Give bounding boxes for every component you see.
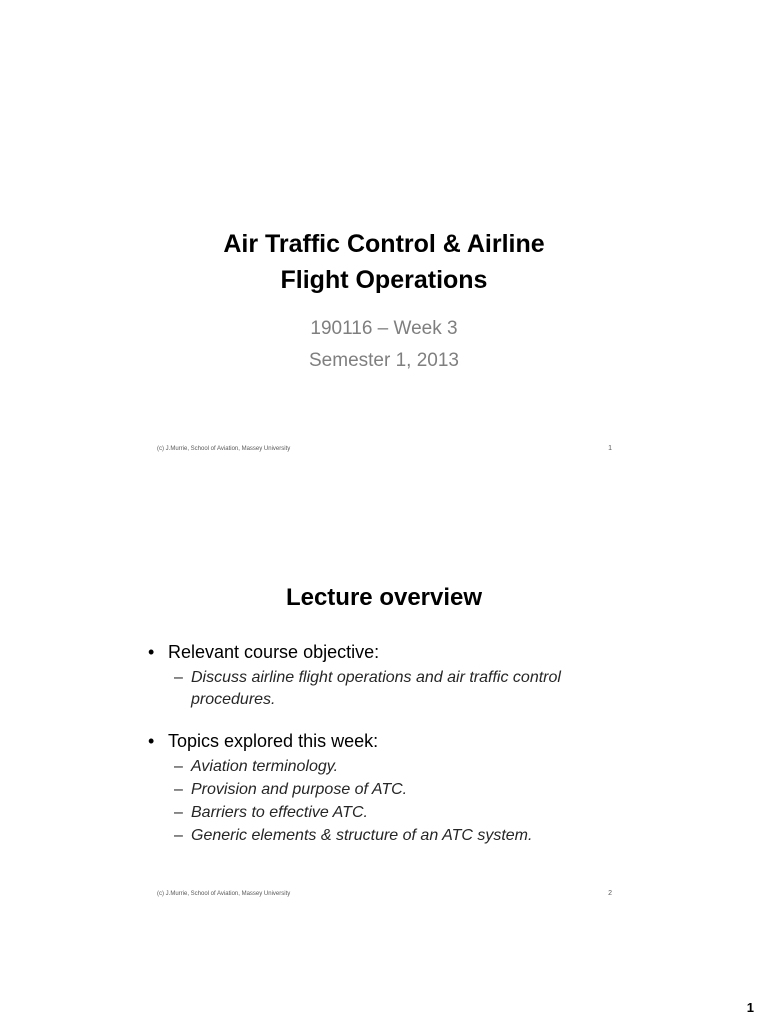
bullet-group [148, 640, 618, 711]
bullet-text: Relevant course objective: [168, 642, 380, 662]
sub-list [174, 756, 618, 847]
sub-item [174, 756, 618, 778]
sub-item-text: Discuss airline flight operations and air traffic control procedures. [191, 669, 561, 708]
sub-item [174, 802, 618, 824]
sub-item-text: Provision and purpose of ATC. [191, 781, 408, 798]
title-line-1: Air Traffic Control & Airline [223, 230, 545, 258]
sub-item-text: Generic elements & structure of an ATC system. [191, 827, 533, 844]
slide-subtitle [0, 313, 768, 377]
bullet-icon: • [148, 731, 155, 751]
sub-item-text: Barriers to effective ATC. [191, 804, 368, 821]
bullet-group [148, 729, 618, 847]
subtitle-course: 190116 – Week 3 [310, 318, 458, 339]
dash-icon: – [174, 781, 183, 798]
slide-2 [0, 470, 768, 920]
sub-item [174, 779, 618, 801]
slide-title: Lecture overview [285, 584, 483, 611]
sub-item [174, 825, 618, 847]
slide-number: 1 [608, 445, 612, 452]
bullet-text: Topics explored this week: [168, 731, 379, 751]
sub-item-text: Aviation terminology. [191, 758, 339, 775]
bullet-item [148, 729, 618, 753]
dash-icon: – [174, 669, 183, 686]
dash-icon: – [174, 827, 183, 844]
slide-1 [0, 0, 768, 470]
sub-list [174, 667, 618, 711]
slide-footer: (c) J.Murrie, School of Aviation, Massey University [157, 446, 291, 452]
bullet-item [148, 640, 618, 664]
bullet-list [148, 640, 618, 848]
slide-number: 2 [608, 890, 612, 897]
slide-title [0, 226, 768, 298]
subtitle-semester: Semester 1, 2013 [309, 350, 459, 371]
bullet-icon: • [148, 642, 155, 662]
sub-item [174, 667, 618, 711]
slide-footer: (c) J.Murrie, School of Aviation, Massey University [157, 891, 291, 897]
page-number: 1 [746, 1000, 754, 1015]
title-line-2: Flight Operations [280, 266, 488, 294]
dash-icon: – [174, 804, 183, 821]
dash-icon: – [174, 758, 183, 775]
